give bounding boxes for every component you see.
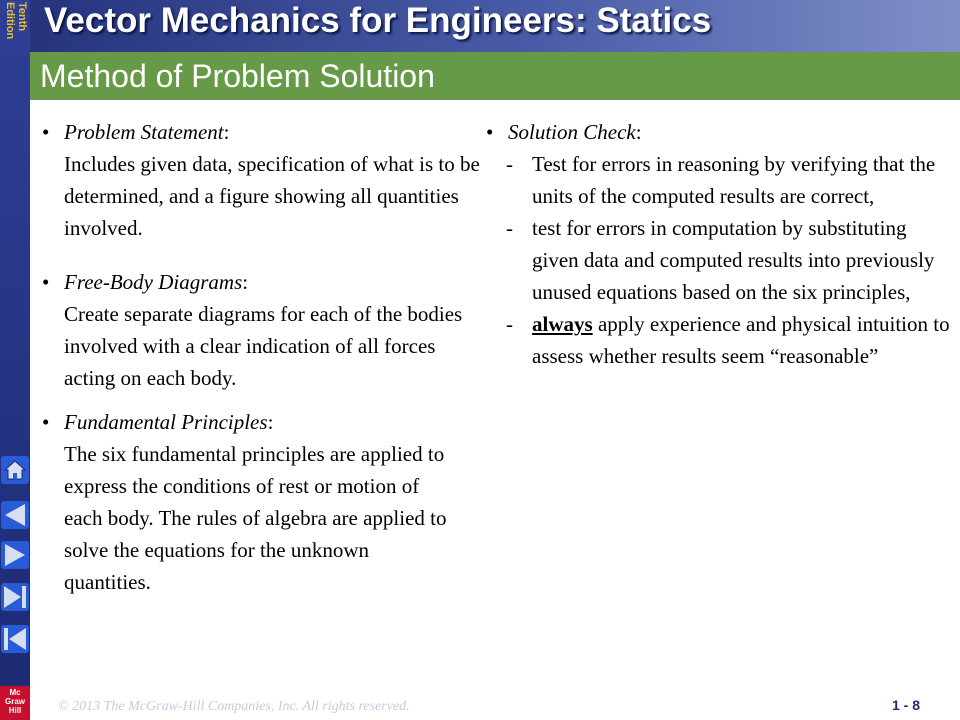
bullet-title: Free-Body Diagrams: [64, 270, 243, 294]
navigation-sidebar: [0, 0, 30, 720]
bullet-text: The six fundamental principles are applied to express the conditions of rest or motion of each body. The rules of algebra are applied to solve the equations for the unknown quantities.: [64, 442, 447, 594]
first-icon: [0, 624, 30, 654]
slide-title: Method of Problem Solution: [40, 58, 435, 94]
subtitle-bar: [30, 52, 960, 100]
mcgraw-hill-logo: Mc Graw Hill: [0, 686, 30, 720]
check-item-intuition: [484, 308, 954, 372]
bullet-marker: •: [42, 270, 50, 294]
bullet-text: Create separate diagrams for each of the bodies involved with a clear indication of all forces acting on each body.: [64, 302, 463, 390]
check-text: apply experience and physical intuition to assess whether results seem “reasonable”: [532, 312, 950, 368]
dash-marker: -: [506, 312, 513, 336]
bullet-fundamental-principles: • Fundamental Principles: The six fundamental principles are applied to express the conditions of rest or motion of each body. The rules of algebra are applied to solve the equations for the unknown quantities.: [40, 406, 480, 598]
left-column: [40, 116, 480, 598]
bullet-free-body-diagrams: • Free-Body Diagrams: Create separate diagrams for each of the bodies involved with a clear indication of all forces acting on each body.: [40, 266, 480, 394]
bullet-marker: •: [486, 120, 494, 144]
last-icon: [0, 582, 30, 612]
previous-icon: [0, 500, 30, 530]
home-button[interactable]: [0, 455, 30, 485]
bullet-problem-statement: • Problem Statement: Includes given data, specification of what is to be determined, and a figure showing all quantities involved.: [40, 116, 480, 244]
right-column: [484, 116, 954, 372]
bullet-title: Problem Statement: [64, 120, 224, 144]
bullet-title: Solution Check: [508, 120, 636, 144]
title-bar: [30, 0, 960, 52]
bullet-solution-check: • Solution Check:: [484, 116, 954, 148]
page-number: 1 - 8: [891, 697, 920, 713]
check-item-computation: [484, 212, 954, 308]
last-slide-button[interactable]: [0, 582, 30, 612]
next-icon: [0, 540, 30, 570]
next-button[interactable]: [0, 540, 30, 570]
dash-marker: -: [506, 216, 513, 240]
bullet-text: Includes given data, specification of what is to be determined, and a figure showing all quantities involved.: [64, 152, 480, 240]
first-slide-button[interactable]: [0, 624, 30, 654]
check-text: Test for errors in reasoning by verifying that the units of the computed results are correct,: [532, 152, 936, 208]
edition-label: Tenth Edition: [4, 2, 28, 40]
emphasis-always: always: [532, 312, 593, 336]
bullet-title: Fundamental Principles: [64, 410, 268, 434]
bullet-marker: •: [42, 410, 50, 434]
previous-button[interactable]: [0, 500, 30, 530]
bullet-marker: •: [42, 120, 50, 144]
dash-marker: -: [506, 152, 513, 176]
copyright-notice: © 2013 The McGraw-Hill Companies, Inc. All rights reserved.: [58, 699, 410, 714]
check-item-units: [484, 148, 954, 212]
book-title: Vector Mechanics for Engineers: Statics: [44, 1, 712, 40]
home-icon: [0, 455, 30, 485]
check-text: test for errors in computation by substituting given data and computed results into previously unused equations based on the six principles,: [532, 216, 935, 304]
